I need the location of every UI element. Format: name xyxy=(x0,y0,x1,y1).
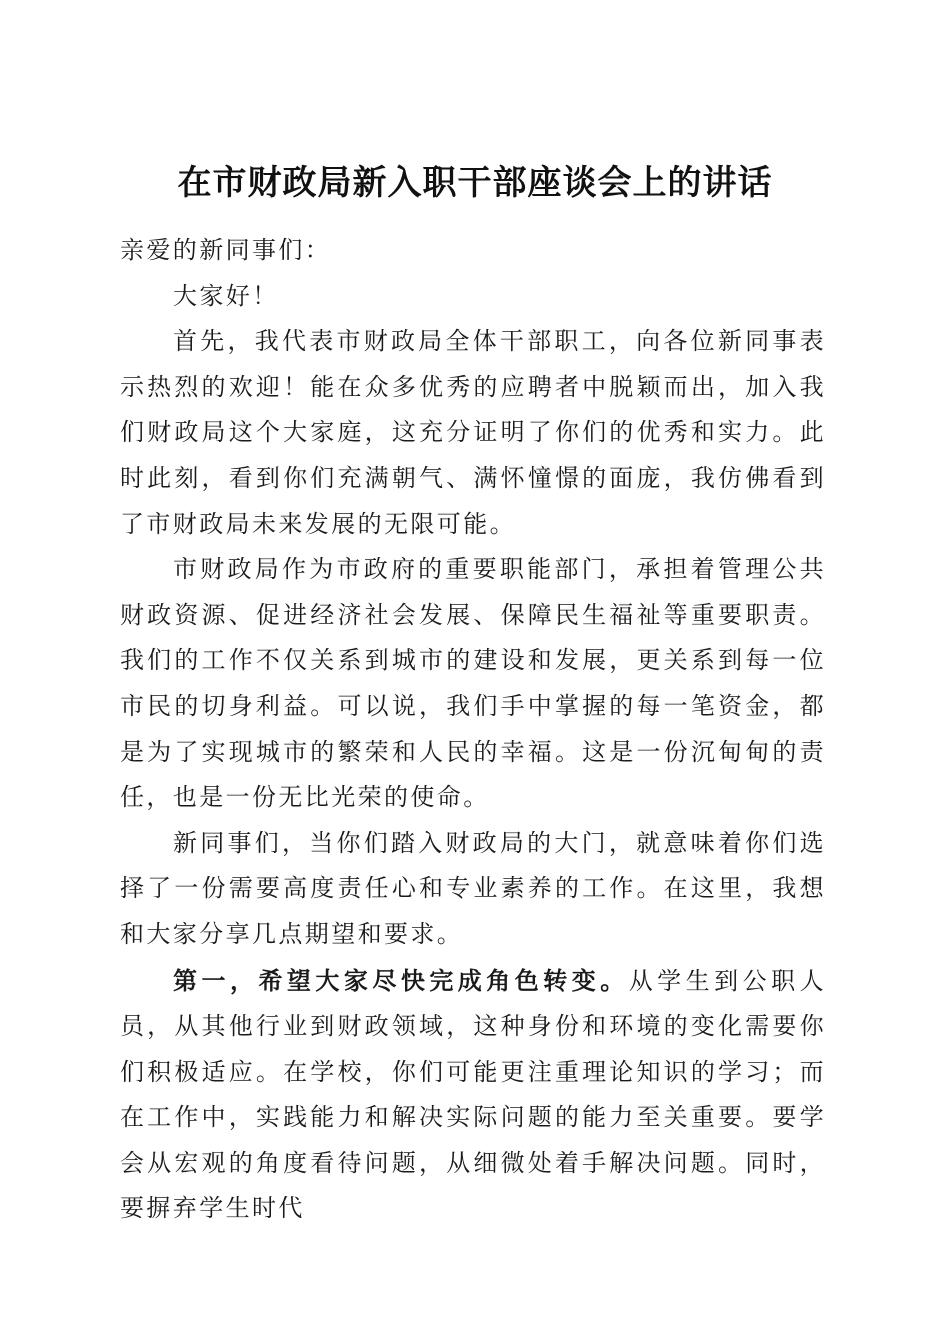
paragraph-point-one xyxy=(120,958,826,1233)
greeting: 大家好！ xyxy=(173,281,279,310)
point-one-lead: 第一，希望大家尽快完成角色转变。 xyxy=(173,965,629,995)
document-title: 在市财政局新入职干部座谈会上的讲话 xyxy=(177,162,773,203)
paragraph-responsibility: 市财政局作为市政府的重要职能部门，承担着管理公共财政资源、促进经济社会发展、保障民生福祉等重要职责。我们的工作不仅关系到城市的建设和发展，更关系到每一位市民的切身利益。可以说，我们手中掌握的每一笔资金，都是为了实现城市的繁荣和人民的幸福。这是一份沉甸甸的责任，也是一份无比光荣的使命。 xyxy=(120,555,826,812)
paragraph-welcome: 首先，我代表市财政局全体干部职工，向各位新同事表示热烈的欢迎！能在众多优秀的应聘者中脱颖而出，加入我们财政局这个大家庭，这充分证明了你们的优秀和实力。此时此刻，看到你们充满朝气、满怀憧憬的面庞，我仿佛看到了市财政局未来发展的无限可能。 xyxy=(120,327,826,538)
salutation: 亲爱的新同事们： xyxy=(120,236,332,264)
point-one-text: 从学生到公职人员，从其他行业到财政领域，这种身份和环境的变化需要你们积极适应。在学校，你们可能更注重理论知识的学习；而在工作中，实践能力和解决实际问题的能力至关重要。要学会从宏观的角度看待问题，从细微处着手解决问题。同时，要摒弃学生时代 xyxy=(120,966,826,1223)
document-body xyxy=(120,228,826,1232)
paragraph-expectations: 新同事们，当你们踏入财政局的大门，就意味着你们选择了一份需要高度责任心和专业素养的工作。在这里，我想和大家分享几点期望和要求。 xyxy=(120,828,826,948)
